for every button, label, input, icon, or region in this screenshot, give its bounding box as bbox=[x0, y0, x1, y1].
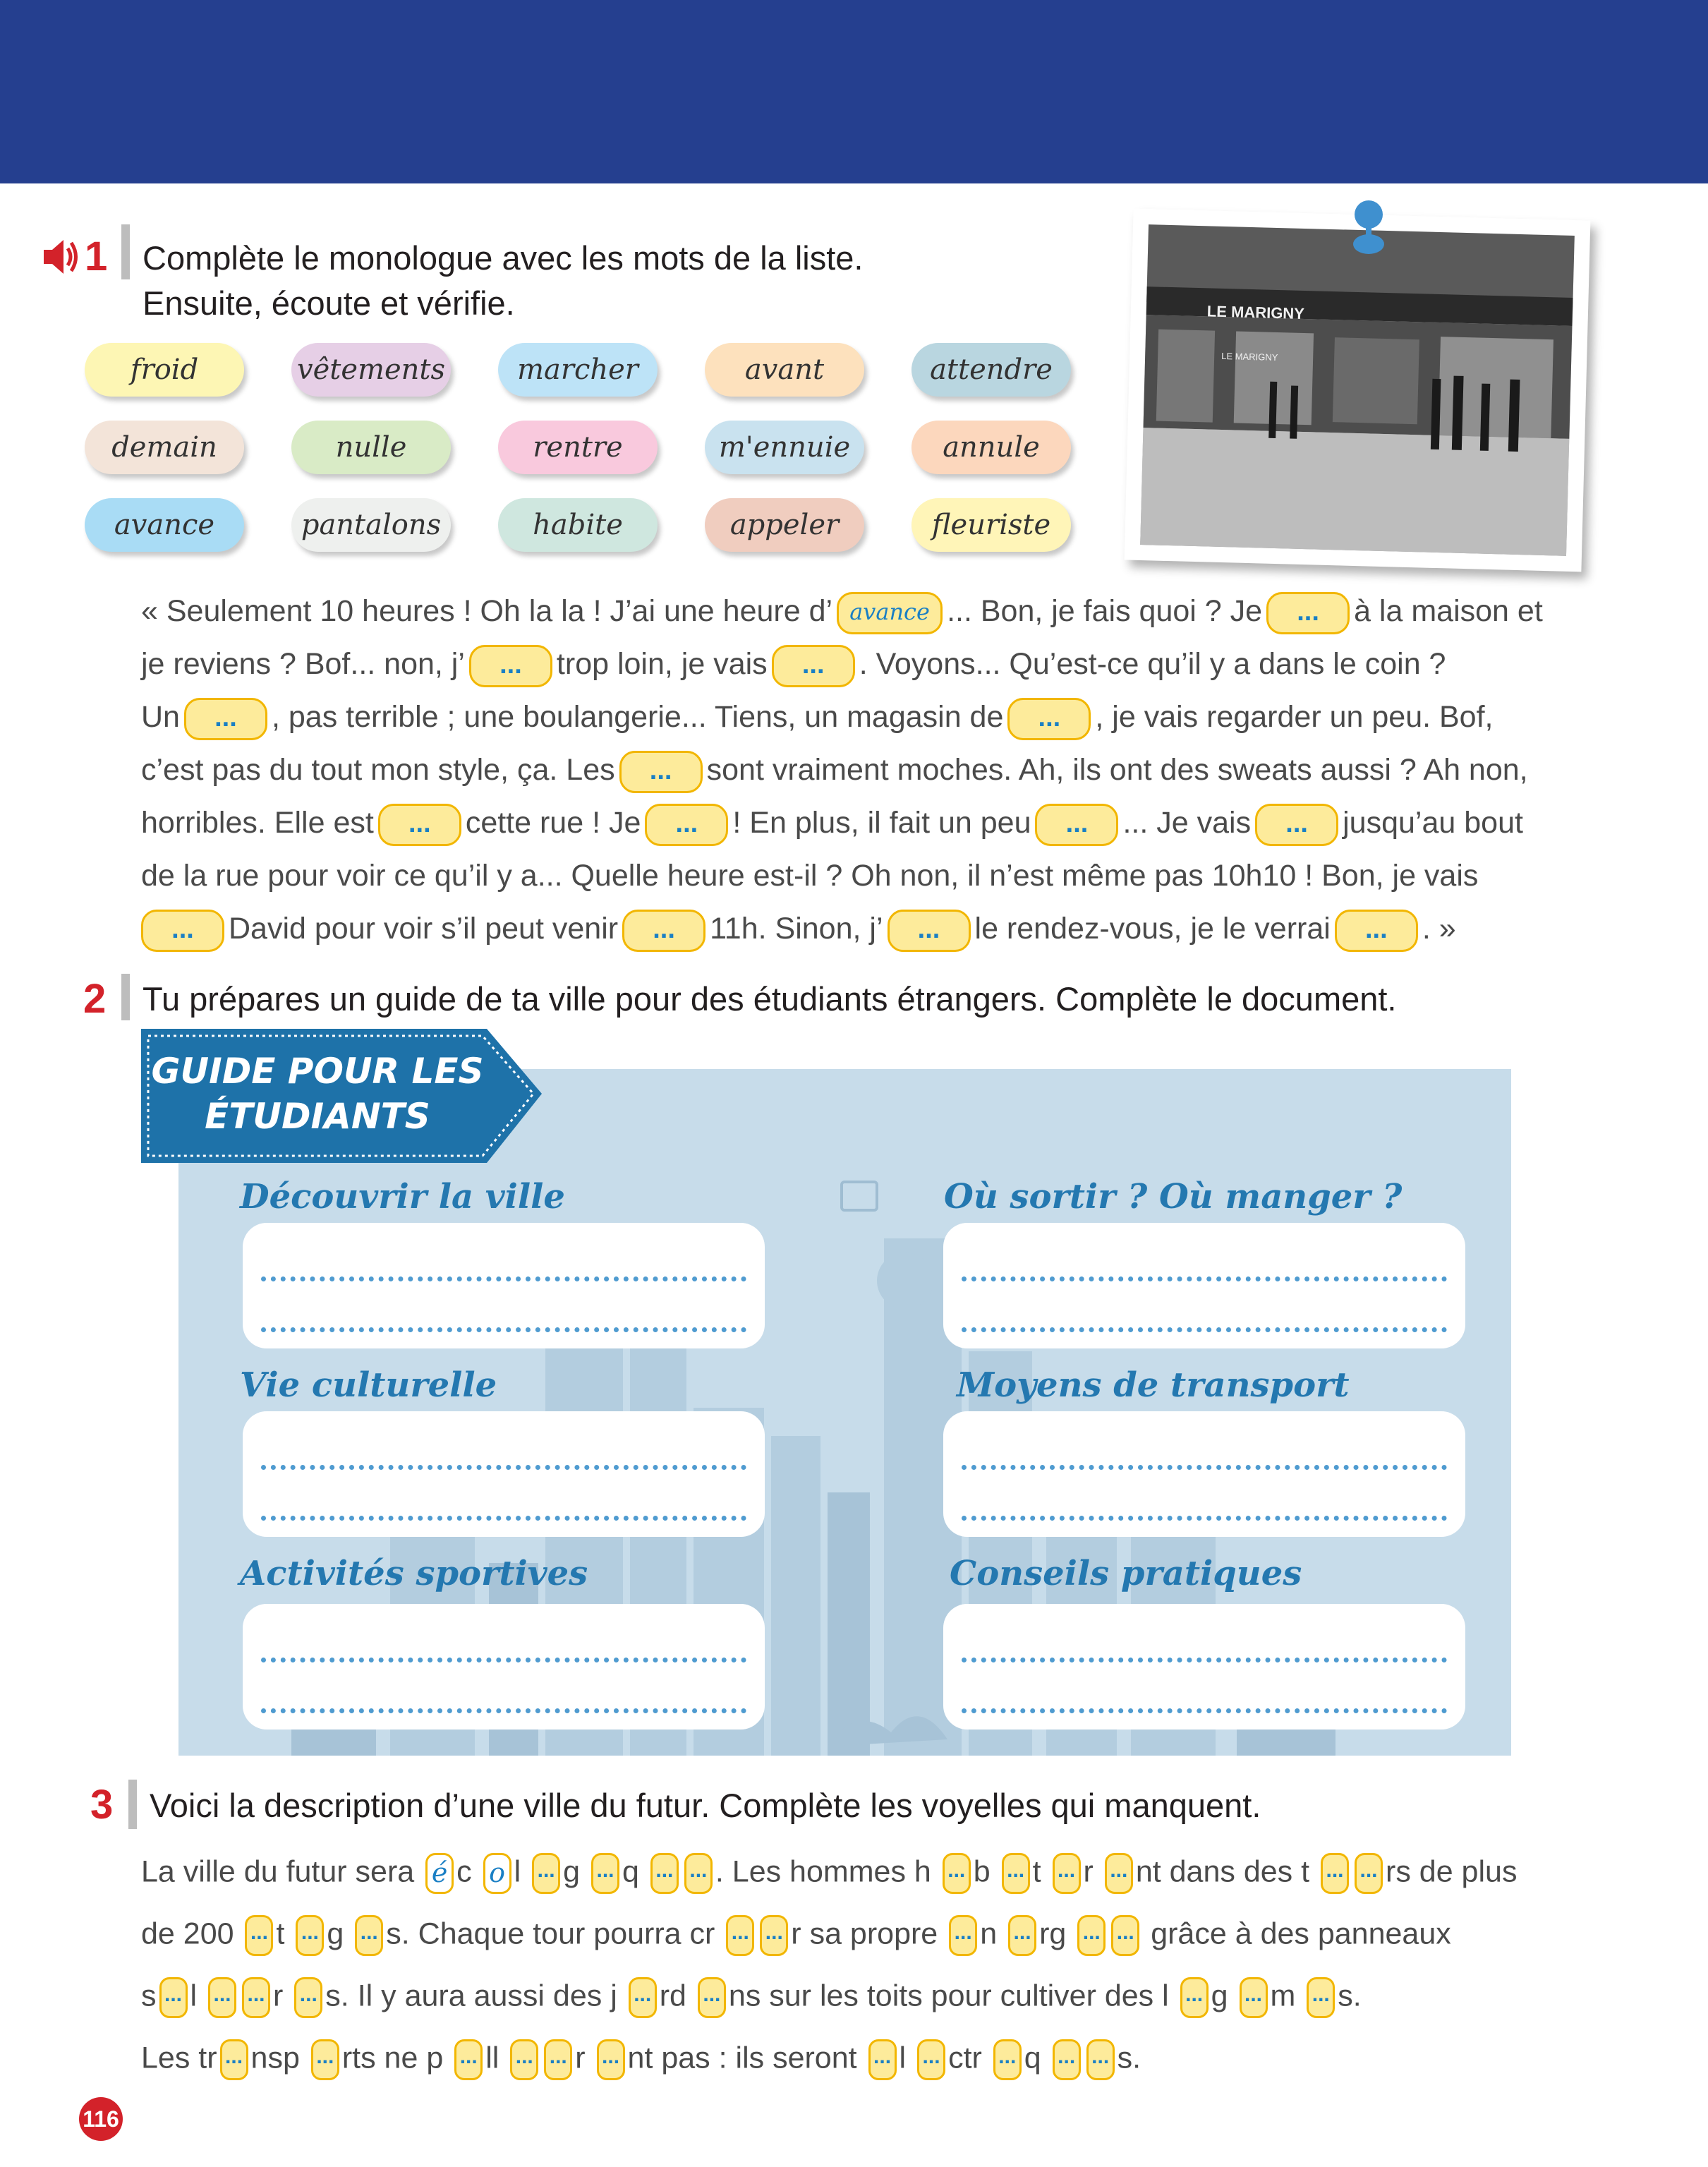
exercise-number: 3 bbox=[90, 1782, 114, 1828]
answer-blank[interactable]: ... bbox=[645, 804, 728, 846]
exercise-number: 1 bbox=[85, 234, 108, 279]
pin-icon bbox=[1349, 199, 1388, 262]
vowel-blank[interactable]: o bbox=[483, 1853, 511, 1894]
vowel-blank[interactable]: ... bbox=[1321, 1853, 1349, 1894]
vowel-blank[interactable]: ... bbox=[1180, 1977, 1209, 2018]
answer-blank[interactable]: avance bbox=[837, 592, 943, 634]
text-line: c’est pas du tout mon style, ça. Les ... sont vraiment moches. Ah, ils ont des sweats aussi ? Ah non, bbox=[141, 750, 1543, 803]
vowel-blank[interactable]: ... bbox=[1307, 1977, 1335, 2018]
answer-blank[interactable]: ... bbox=[772, 645, 855, 687]
vowel-blank[interactable]: ... bbox=[245, 1915, 273, 1956]
photo-sign-small: LE MARIGNY bbox=[1221, 350, 1278, 363]
vowel-blank[interactable]: ... bbox=[296, 1915, 324, 1956]
vowel-blank[interactable]: ... bbox=[220, 2039, 248, 2080]
vowel-blank[interactable]: ... bbox=[454, 2039, 483, 2080]
answer-blank[interactable]: ... bbox=[1266, 592, 1350, 634]
vowel-blank[interactable]: ... bbox=[510, 2039, 538, 2080]
vowel-blank[interactable]: ... bbox=[294, 1977, 322, 2018]
vowel-blank[interactable]: ... bbox=[597, 2039, 625, 2080]
vowel-blank[interactable]: ... bbox=[1053, 1853, 1081, 1894]
exercise-number: 2 bbox=[83, 976, 107, 1022]
vowel-blank[interactable]: ... bbox=[943, 1853, 971, 1894]
writing-box[interactable] bbox=[243, 1223, 765, 1348]
vowel-exercise-text bbox=[141, 1853, 1517, 2101]
writing-box[interactable] bbox=[943, 1223, 1465, 1348]
text-line: horribles. Elle est ... cette rue ! Je ... ! En plus, il fait un peu ... ... Je vais ... jusqu’au bout bbox=[141, 803, 1543, 856]
exercise-instruction: Tu prépares un guide de ta ville pour des étudiants étrangers. Complète le document. bbox=[143, 980, 1397, 1018]
writing-box[interactable] bbox=[243, 1411, 765, 1537]
vowel-blank[interactable]: ... bbox=[544, 2039, 572, 2080]
vowel-blank[interactable]: ... bbox=[311, 2039, 339, 2080]
vowel-blank[interactable]: ... bbox=[208, 1977, 236, 2018]
answer-blank[interactable]: ... bbox=[1255, 804, 1338, 846]
word-chip[interactable]: froid bbox=[85, 343, 244, 397]
vowel-blank[interactable]: ... bbox=[868, 2039, 897, 2080]
vowel-blank[interactable]: ... bbox=[949, 1915, 977, 1956]
exercise-divider bbox=[128, 1780, 137, 1829]
section-title-decouvrir: Découvrir la ville bbox=[240, 1177, 565, 1217]
monologue-text bbox=[141, 591, 1543, 962]
word-chip[interactable]: habite bbox=[498, 498, 658, 552]
word-chip[interactable]: nulle bbox=[291, 421, 451, 474]
speaker-icon[interactable] bbox=[41, 234, 79, 279]
word-chip[interactable]: avant bbox=[705, 343, 864, 397]
vowel-blank[interactable]: ... bbox=[917, 2039, 945, 2080]
word-chip[interactable]: avance bbox=[85, 498, 244, 552]
exercise-instruction: Voici la description d’une ville du futur. Complète les voyelles qui manquent. bbox=[150, 1787, 1261, 1824]
answer-blank[interactable]: ... bbox=[619, 751, 703, 793]
vowel-blank[interactable]: ... bbox=[1053, 2039, 1081, 2080]
word-chip[interactable]: demain bbox=[85, 421, 244, 474]
answer-blank[interactable]: ... bbox=[469, 645, 552, 687]
word-chip[interactable]: annule bbox=[911, 421, 1071, 474]
vowel-blank[interactable]: ... bbox=[1002, 1853, 1030, 1894]
vowel-blank[interactable]: ... bbox=[760, 1915, 788, 1956]
section-title-sortir: Où sortir ? Où manger ? bbox=[944, 1177, 1403, 1217]
exercise-instruction: Complète le monologue avec les mots de la liste. Ensuite, écoute et vérifie. bbox=[143, 239, 864, 322]
answer-blank[interactable]: ... bbox=[888, 910, 971, 952]
vowel-blank[interactable]: ... bbox=[355, 1915, 383, 1956]
exercise-divider bbox=[121, 974, 130, 1020]
section-title-conseils: Conseils pratiques bbox=[950, 1554, 1302, 1593]
vowel-blank[interactable]: ... bbox=[1105, 1853, 1133, 1894]
vowel-blank[interactable]: ... bbox=[726, 1915, 754, 1956]
word-chip[interactable]: m'ennuie bbox=[705, 421, 864, 474]
word-chip[interactable]: fleuriste bbox=[911, 498, 1071, 552]
answer-blank[interactable]: ... bbox=[184, 698, 267, 740]
word-chip[interactable]: attendre bbox=[911, 343, 1071, 397]
exercise-divider bbox=[121, 224, 130, 279]
text-line: de la rue pour voir ce qu’il y a... Quelle heure est-il ? Oh non, il n’est même pas 10h10 ! Bon, je vais bbox=[141, 859, 1479, 893]
answer-blank[interactable]: ... bbox=[1335, 910, 1418, 952]
vowel-blank[interactable]: ... bbox=[1111, 1915, 1139, 1956]
text-line: La ville du futur sera é c o l ... g ... q ... ... . Les hommes h ... b ... t ... r ... nt dans des t ... ... rs de plus bbox=[141, 1853, 1517, 1915]
section-title-transport: Moyens de transport bbox=[957, 1365, 1350, 1405]
answer-blank[interactable]: ... bbox=[1007, 698, 1091, 740]
vowel-blank[interactable]: ... bbox=[698, 1977, 726, 2018]
vowel-blank[interactable]: ... bbox=[684, 1853, 713, 1894]
text-line: Les tr ... nsp ... rts ne p ... ll ... ... r ... nt pas : ils seront ... l ... ctr ... q ... ... s. bbox=[141, 2039, 1517, 2101]
answer-blank[interactable]: ... bbox=[378, 804, 461, 846]
word-chip[interactable]: rentre bbox=[498, 421, 658, 474]
header-band bbox=[0, 0, 1708, 183]
word-chip[interactable]: appeler bbox=[705, 498, 864, 552]
writing-box[interactable] bbox=[943, 1411, 1465, 1537]
text-line: ... David pour voir s’il peut venir ... 11h. Sinon, j’ ... le rendez-vous, je le verrai ... . » bbox=[141, 909, 1543, 962]
word-chip[interactable]: pantalons bbox=[291, 498, 451, 552]
answer-blank[interactable]: ... bbox=[1035, 804, 1118, 846]
writing-box[interactable] bbox=[943, 1604, 1465, 1730]
vowel-blank[interactable]: ... bbox=[1008, 1915, 1036, 1956]
answer-blank[interactable]: ... bbox=[622, 910, 705, 952]
section-title-sport: Activités sportives bbox=[240, 1554, 588, 1593]
answer-blank[interactable]: ... bbox=[141, 910, 224, 952]
text-line: je reviens ? Bof... non, j’ ... trop loin, je vais ... . Voyons... Qu’est-ce qu’il y a dans le coin ? bbox=[141, 644, 1543, 697]
vowel-blank[interactable]: ... bbox=[591, 1853, 619, 1894]
vowel-blank[interactable]: ... bbox=[1240, 1977, 1268, 2018]
photo-frame bbox=[1125, 209, 1591, 572]
vowel-blank[interactable]: ... bbox=[532, 1853, 560, 1894]
vowel-blank[interactable]: ... bbox=[1086, 2039, 1115, 2080]
section-title-culture: Vie culturelle bbox=[240, 1365, 497, 1405]
text-line: Un ... , pas terrible ; une boulangerie... Tiens, un magasin de ... , je vais regarder un peu. Bof, bbox=[141, 697, 1543, 750]
word-chip[interactable]: marcher bbox=[498, 343, 658, 397]
vowel-blank[interactable]: ... bbox=[650, 1853, 679, 1894]
guide-banner-title: GUIDE POUR LES ÉTUDIANTS bbox=[151, 1051, 484, 1137]
vowel-blank[interactable]: ... bbox=[629, 1977, 657, 2018]
text-line: s ... l ... ... r ... s. Il y aura aussi des j ... rd ... ns sur les toits pour cultiver des l ... g ... m ... s. bbox=[141, 1977, 1517, 2039]
vowel-blank[interactable]: ... bbox=[993, 2039, 1022, 2080]
cafe-photo bbox=[1125, 209, 1591, 572]
page-number: 116 bbox=[79, 2097, 123, 2141]
vowel-blank[interactable]: ... bbox=[159, 1977, 188, 2018]
photo-sign: LE MARIGNY bbox=[1206, 302, 1305, 322]
vowel-blank[interactable]: ... bbox=[1355, 1853, 1383, 1894]
text-line: « Seulement 10 heures ! Oh la la ! J’ai une heure d’ avance ... Bon, je fais quoi ? Je ... à la maison et bbox=[141, 591, 1543, 644]
text-line: de 200 ... t ... g ... s. Chaque tour pourra cr ... ... r sa propre ... n ... rg ... ... grâce à des panneaux bbox=[141, 1915, 1517, 1977]
word-chip[interactable]: vêtements bbox=[291, 343, 451, 397]
vowel-blank[interactable]: ... bbox=[242, 1977, 270, 2018]
vowel-blank[interactable]: é bbox=[425, 1853, 454, 1894]
writing-box[interactable] bbox=[243, 1604, 765, 1730]
vowel-blank[interactable]: ... bbox=[1077, 1915, 1106, 1956]
